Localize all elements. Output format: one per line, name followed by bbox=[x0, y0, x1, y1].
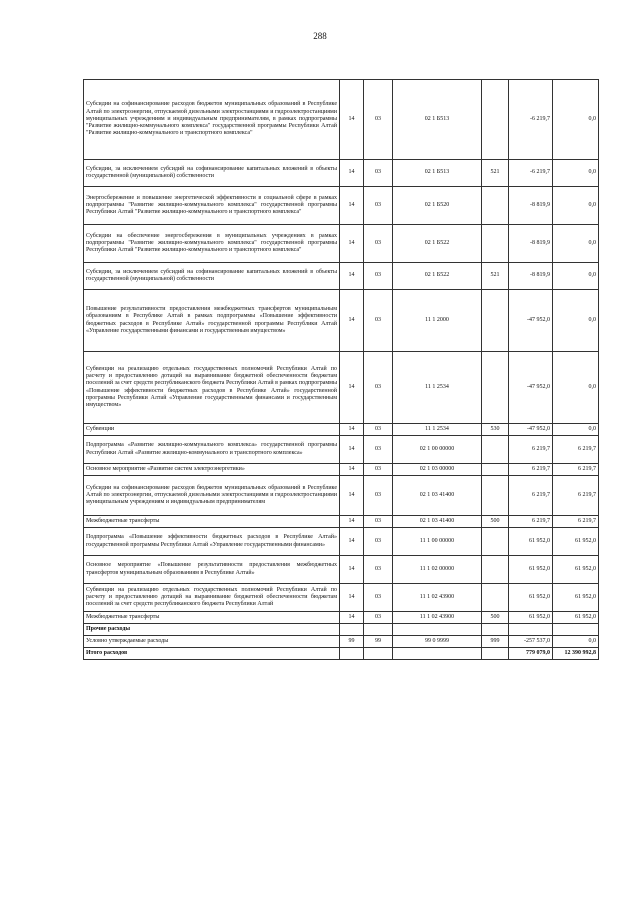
subsection-code-cell: 03 bbox=[364, 612, 393, 624]
target-article-cell: 11 1 02 43900 bbox=[393, 584, 482, 612]
subsection-code-cell: 03 bbox=[364, 584, 393, 612]
subsection-code-cell: 03 bbox=[364, 556, 393, 584]
subsection-code-cell: 03 bbox=[364, 263, 393, 290]
table-row bbox=[84, 556, 599, 584]
amount-year1-cell: 61 952,0 bbox=[509, 612, 553, 624]
table-row bbox=[84, 612, 599, 624]
subsection-code-cell: 03 bbox=[364, 187, 393, 225]
subsection-code-cell: 03 bbox=[364, 290, 393, 352]
expense-type-cell: 530 bbox=[482, 424, 509, 436]
amount-year1-cell: -47 952,0 bbox=[509, 352, 553, 424]
target-article-cell: 02 1 Б522 bbox=[393, 225, 482, 263]
row-name-cell: Основное мероприятие «Развитие систем электроэнергетики» bbox=[84, 464, 340, 476]
amount-year2-cell: 0,0 bbox=[553, 424, 599, 436]
section-code-cell bbox=[340, 624, 364, 636]
table-row bbox=[84, 648, 599, 660]
amount-year1-cell: -6 219,7 bbox=[509, 160, 553, 187]
amount-year1-cell: -8 819,9 bbox=[509, 225, 553, 263]
amount-year2-cell: 0,0 bbox=[553, 80, 599, 160]
row-name-cell: Субсидии на софинансирование расходов бюджетов муниципальных образований в Республике Алтай по электроэнергии, отпускаемой дизельными электростанциями и гидроэлектростанциями муниципальным учреждениям и индивидуальным предпринимателям bbox=[84, 476, 340, 516]
row-name-cell: Энергосбережение и повышение энергетической эффективности в социальной сфере в рамках подпрограммы "Развитие жилищно-коммунального комплекса" государственной программы Республики Алтай "Развитие жилищно-коммунального и транспортного комплекса" bbox=[84, 187, 340, 225]
section-code-cell: 14 bbox=[340, 424, 364, 436]
expense-type-cell bbox=[482, 464, 509, 476]
expense-type-cell: 999 bbox=[482, 636, 509, 648]
target-article-cell: 11 1 00 00000 bbox=[393, 528, 482, 556]
expense-type-cell bbox=[482, 556, 509, 584]
amount-year2-cell: 61 952,0 bbox=[553, 612, 599, 624]
table-row bbox=[84, 263, 599, 290]
section-code-cell: 14 bbox=[340, 528, 364, 556]
table-row bbox=[84, 636, 599, 648]
amount-year1-cell: 6 219,7 bbox=[509, 464, 553, 476]
amount-year2-cell: 0,0 bbox=[553, 187, 599, 225]
target-article-cell: 11 1 2534 bbox=[393, 424, 482, 436]
expense-type-cell bbox=[482, 290, 509, 352]
table-row bbox=[84, 187, 599, 225]
table-row bbox=[84, 624, 599, 636]
expense-type-cell bbox=[482, 436, 509, 464]
row-name-cell: Основное мероприятие «Повышение результативности предоставления межбюджетных трансфертов муниципальным образованиям в Республике Алтай» bbox=[84, 556, 340, 584]
section-code-cell bbox=[340, 648, 364, 660]
section-code-cell: 14 bbox=[340, 225, 364, 263]
table-row bbox=[84, 516, 599, 528]
amount-year2-cell: 6 219,7 bbox=[553, 464, 599, 476]
expense-type-cell: 500 bbox=[482, 516, 509, 528]
expense-type-cell bbox=[482, 528, 509, 556]
table-row bbox=[84, 352, 599, 424]
table-row bbox=[84, 584, 599, 612]
table-row bbox=[84, 80, 599, 160]
section-code-cell: 14 bbox=[340, 556, 364, 584]
table-row bbox=[84, 424, 599, 436]
section-code-cell: 14 bbox=[340, 352, 364, 424]
row-name-cell: Субсидии на софинансирование расходов бюджетов муниципальных образований в Республике Алтай по электроэнергии, отпускаемой дизельными электростанциями и гидроэлектростанциями муниципальных учреждениям и индивидуальным предпринимателям, в рамках подпрограммы "Развитие жилищно-коммунального комплекса" государственной программы Республики Алтай "Развитие жилищно-коммунального и транспортного комплекса" bbox=[84, 80, 340, 160]
amount-year2-cell: 6 219,7 bbox=[553, 516, 599, 528]
amount-year2-cell: 0,0 bbox=[553, 160, 599, 187]
table-row bbox=[84, 528, 599, 556]
subsection-code-cell: 03 bbox=[364, 436, 393, 464]
row-name-cell: Подпрограмма «Повышение эффективности бюджетных расходов в Республике Алтай» государственной программы Республики Алтай «Управление государственными финансами» bbox=[84, 528, 340, 556]
amount-year1-cell: 61 952,0 bbox=[509, 556, 553, 584]
target-article-cell bbox=[393, 648, 482, 660]
expense-type-cell bbox=[482, 584, 509, 612]
section-code-cell: 14 bbox=[340, 290, 364, 352]
subsection-code-cell: 03 bbox=[364, 424, 393, 436]
amount-year1-cell: 6 219,7 bbox=[509, 436, 553, 464]
amount-year1-cell: 61 952,0 bbox=[509, 584, 553, 612]
amount-year2-cell: 61 952,0 bbox=[553, 556, 599, 584]
amount-year2-cell: 61 952,0 bbox=[553, 528, 599, 556]
target-article-cell: 02 1 Б522 bbox=[393, 263, 482, 290]
amount-year1-cell bbox=[509, 624, 553, 636]
section-code-cell: 14 bbox=[340, 187, 364, 225]
section-code-cell: 14 bbox=[340, 263, 364, 290]
subsection-code-cell: 03 bbox=[364, 464, 393, 476]
expense-type-cell bbox=[482, 624, 509, 636]
table-body bbox=[84, 80, 599, 660]
expense-type-cell bbox=[482, 352, 509, 424]
target-article-cell: 02 1 03 00000 bbox=[393, 464, 482, 476]
expense-type-cell bbox=[482, 476, 509, 516]
section-code-cell: 99 bbox=[340, 636, 364, 648]
table-row bbox=[84, 290, 599, 352]
subsection-code-cell: 03 bbox=[364, 160, 393, 187]
target-article-cell: 02 1 03 41400 bbox=[393, 516, 482, 528]
table-row bbox=[84, 436, 599, 464]
target-article-cell: 02 1 00 00000 bbox=[393, 436, 482, 464]
amount-year1-cell: -8 819,9 bbox=[509, 187, 553, 225]
amount-year1-cell: -6 219,7 bbox=[509, 80, 553, 160]
section-code-cell: 14 bbox=[340, 476, 364, 516]
amount-year2-cell: 0,0 bbox=[553, 636, 599, 648]
section-code-cell: 14 bbox=[340, 160, 364, 187]
target-article-cell: 02 1 Б513 bbox=[393, 80, 482, 160]
subsection-code-cell: 03 bbox=[364, 528, 393, 556]
amount-year1-cell: 61 952,0 bbox=[509, 528, 553, 556]
target-article-cell: 02 1 Б513 bbox=[393, 160, 482, 187]
amount-year1-cell: -47 952,0 bbox=[509, 424, 553, 436]
amount-year1-cell: 6 219,7 bbox=[509, 516, 553, 528]
expense-type-cell bbox=[482, 187, 509, 225]
subsection-code-cell: 03 bbox=[364, 225, 393, 263]
row-name-cell: Субвенции на реализацию отдельных государственных полномочий Республики Алтай по расчету и предоставлению дотаций на выравнивание бюджетной обеспеченности бюджетам поселений за счет средств республиканского бюджета Республики Алтай bbox=[84, 584, 340, 612]
expense-type-cell bbox=[482, 225, 509, 263]
target-article-cell: 11 1 2534 bbox=[393, 352, 482, 424]
row-name-cell: Субсидии, за исключением субсидий на софинансирование капитальных вложений в объекты государственной (муниципальной) собственности bbox=[84, 263, 340, 290]
target-article-cell: 99 0 9999 bbox=[393, 636, 482, 648]
table-row bbox=[84, 160, 599, 187]
amount-year2-cell: 0,0 bbox=[553, 290, 599, 352]
amount-year2-cell: 0,0 bbox=[553, 352, 599, 424]
expense-type-cell bbox=[482, 80, 509, 160]
row-name-cell: Прочие расходы bbox=[84, 624, 340, 636]
row-name-cell: Межбюджетные трансферты bbox=[84, 516, 340, 528]
row-name-cell: Межбюджетные трансферты bbox=[84, 612, 340, 624]
table-row bbox=[84, 476, 599, 516]
page-number: 288 bbox=[313, 31, 327, 41]
subsection-code-cell: 03 bbox=[364, 516, 393, 528]
section-code-cell: 14 bbox=[340, 436, 364, 464]
row-name-cell: Итого расходов bbox=[84, 648, 340, 660]
amount-year1-cell: 6 219,7 bbox=[509, 476, 553, 516]
amount-year2-cell: 0,0 bbox=[553, 225, 599, 263]
row-name-cell: Субвенции на реализацию отдельных государственных полномочий Республики Алтай по расчету и предоставлению дотаций на выравнивание бюджетной обеспеченности бюджетам поселений за счет средств республиканского бюджета Республики Алтай в рамках подпрограммы «Повышение эффективности бюджетных расходов в Республике Алтай» государственной программы Республики Алтай «Управление государственными финансами и государственным имуществом» bbox=[84, 352, 340, 424]
amount-year1-cell: -257 537,0 bbox=[509, 636, 553, 648]
expense-type-cell bbox=[482, 648, 509, 660]
target-article-cell: 11 1 02 00000 bbox=[393, 556, 482, 584]
target-article-cell: 11 1 2000 bbox=[393, 290, 482, 352]
row-name-cell: Субвенции bbox=[84, 424, 340, 436]
row-name-cell: Субсидии на обеспечение энергосбережения в муниципальных учреждениях в рамках подпрограммы "Развитие жилищно-коммунального комплекса" государственной программы Республики Алтай "Развитие жилищно-коммунального и транспортного комплекса" bbox=[84, 225, 340, 263]
amount-year1-cell: -47 952,0 bbox=[509, 290, 553, 352]
expense-type-cell: 521 bbox=[482, 263, 509, 290]
expense-type-cell: 521 bbox=[482, 160, 509, 187]
target-article-cell bbox=[393, 624, 482, 636]
target-article-cell: 11 1 02 43900 bbox=[393, 612, 482, 624]
amount-year2-cell: 12 390 992,8 bbox=[553, 648, 599, 660]
amount-year2-cell bbox=[553, 624, 599, 636]
section-code-cell: 14 bbox=[340, 612, 364, 624]
expense-type-cell: 500 bbox=[482, 612, 509, 624]
subsection-code-cell: 03 bbox=[364, 476, 393, 516]
subsection-code-cell bbox=[364, 624, 393, 636]
amount-year2-cell: 6 219,7 bbox=[553, 476, 599, 516]
target-article-cell: 02 1 Б520 bbox=[393, 187, 482, 225]
table-row bbox=[84, 225, 599, 263]
section-code-cell: 14 bbox=[340, 80, 364, 160]
row-name-cell: Повышение результативности предоставления межбюджетных трансфертов муниципальным образованиям в Республике Алтай в рамках подпрограммы «Повышение эффективности бюджетных расходов в Республике Алтай» государственной программы Республики Алтай «Управление государственными финансами и государственным имуществом» bbox=[84, 290, 340, 352]
row-name-cell: Подпрограмма «Развитие жилищно-коммунального комплекса» государственной программы Республики Алтай «Развитие жилищно-коммунального и транспортного комплекса» bbox=[84, 436, 340, 464]
row-name-cell: Субсидии, за исключением субсидий на софинансирование капитальных вложений в объекты государственной (муниципальной) собственности bbox=[84, 160, 340, 187]
section-code-cell: 14 bbox=[340, 464, 364, 476]
amount-year2-cell: 61 952,0 bbox=[553, 584, 599, 612]
subsection-code-cell: 03 bbox=[364, 80, 393, 160]
section-code-cell: 14 bbox=[340, 584, 364, 612]
table-row bbox=[84, 464, 599, 476]
subsection-code-cell: 99 bbox=[364, 636, 393, 648]
target-article-cell: 02 1 03 41400 bbox=[393, 476, 482, 516]
subsection-code-cell bbox=[364, 648, 393, 660]
row-name-cell: Условно утверждаемые расходы bbox=[84, 636, 340, 648]
section-code-cell: 14 bbox=[340, 516, 364, 528]
budget-table bbox=[83, 79, 599, 660]
subsection-code-cell: 03 bbox=[364, 352, 393, 424]
amount-year2-cell: 6 219,7 bbox=[553, 436, 599, 464]
amount-year2-cell: 0,0 bbox=[553, 263, 599, 290]
amount-year1-cell: -8 819,9 bbox=[509, 263, 553, 290]
amount-year1-cell: 779 079,0 bbox=[509, 648, 553, 660]
